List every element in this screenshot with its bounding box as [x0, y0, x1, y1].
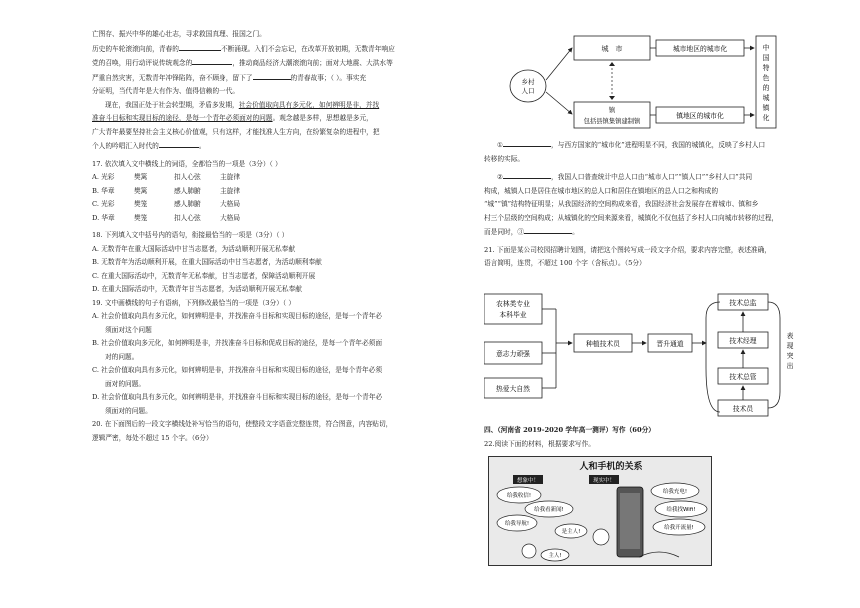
rural-label-2: 人口: [521, 87, 535, 95]
blank-1: [503, 138, 551, 147]
text-line: 而是同时，③ 。: [484, 225, 810, 240]
q17-option-c: C. 光彩 樊笼 感人肺腑 大格局: [92, 200, 241, 208]
town-urbanization-label: 镇地区的城市化: [676, 112, 724, 120]
q19-option-a: A. 社会价值取向具有多元化，如何辨明是非，并找准奋斗目标和实现目标的途径，是每一个青年必: [92, 312, 382, 320]
town-sublabel: 包括县镇集镇建制镇: [583, 118, 641, 125]
cartoon-image: [488, 456, 712, 566]
speech-text: 给我找Wifi!: [666, 507, 696, 513]
side-char: 出: [786, 362, 794, 370]
right-column-text: [484, 138, 810, 271]
question-20-cont: 逻辑严密，每处不超过 15 个字。（6分）: [92, 433, 213, 442]
speech-text: 给我看新闻!: [534, 507, 564, 513]
imagination-label: 想象中！: [516, 478, 540, 484]
q19-option-d-cont: 须面对的问题。: [105, 406, 152, 415]
speech-text: 给我充电!: [662, 489, 688, 495]
section-heading: 四、（河南省 2019-2020 学年高一测评）写作（60分）: [484, 426, 655, 434]
question-19: 19. 文中画横线的句子有语病，下列修改最恰当的一项是（3分）（ ）: [92, 298, 296, 307]
requirement-degree-2: 本科毕业: [499, 311, 527, 319]
town-label: 镇: [608, 106, 616, 114]
text-line: 分证明，当代青年是大有作为、值得信赖的一代。: [92, 87, 240, 95]
level-director: 技术总监: [729, 299, 757, 307]
cartoon-drawing: [489, 457, 711, 565]
blank-3: [524, 225, 572, 234]
rural-population-node: [510, 70, 546, 102]
city-label: 城 市: [601, 45, 623, 53]
q19-option-c: C. 社会价值取向具有多元化，如何辨明是非，并找准奋斗目标和实现目标的途径，是每个青年必须: [92, 366, 383, 374]
vertical-char: 化: [762, 114, 770, 122]
urbanization-diagram: [508, 30, 780, 134]
q18-option-d: D. 在重大国际活动中，无数青年甘当志愿者，为活动顺利开展无私奉献: [92, 285, 302, 293]
text-line: 村三个层级的空间构成；从城镇化的空间来源来看，城镇化不仅包括了乡村人口向城市转移的过程，: [484, 213, 779, 222]
person-head: [593, 529, 609, 545]
section-four: [484, 424, 810, 451]
speech-text: 给我收信!: [506, 493, 532, 499]
text-line: 准奋斗目标和实现目标的途径，是每一个青年必须面对的问题。观念越是多样，思想越是多元，: [92, 114, 373, 122]
text-line: “城”“镇”结构特征明显；从我国经济的空间构成来看，我国经济社会发展存在着城市、镇和乡: [484, 200, 759, 208]
blank-4: [159, 139, 199, 148]
person-head: [522, 544, 536, 558]
text-line: 党的召唤，用行动评说传统观念的 ，推动商品经济大潮滚滚向前；面对大地震、大洪水等: [92, 56, 422, 71]
underlined-sentence: 准奋斗目标和实现目标的途径，是每一个青年必须面对的问题: [92, 114, 273, 122]
requirement-degree-1: 农林类专业: [496, 300, 530, 308]
question-22: 22.阅读下面的材料，根据要求写作。: [484, 439, 595, 448]
level-technician: 技术员: [732, 405, 754, 413]
q17-option-b: B. 华章 樊篱 感人肺腑 主旋律: [92, 186, 241, 195]
blank-2: [192, 56, 232, 65]
vertical-char: 城: [762, 94, 770, 102]
question-17: 17. 依次填入文中横线上的词语，全都恰当的一项是（3分）（ ）: [92, 159, 282, 168]
speech-text: 给我开流量!: [664, 525, 694, 531]
left-column: [92, 28, 422, 445]
rural-label-1: 乡村: [521, 78, 535, 86]
q18-option-c: C. 在重大国际活动中，无数青年无私奉献，甘当志愿者，保障活动顺利开展: [92, 271, 316, 280]
side-char: 突: [786, 352, 794, 360]
promotion-label: 晋升通道: [656, 340, 684, 348]
reality-label: 现实中！: [592, 478, 616, 484]
speech-text: 是主人!: [561, 529, 581, 535]
recruitment-diagram: [484, 288, 810, 420]
speech-text: 给我导航!: [504, 521, 530, 527]
q17-option-a: A. 光彩 樊篱 扣人心弦 主旋律: [92, 173, 241, 181]
q18-option-b: B. 无数青年为活动顺利开展，在重大国际活动中甘当志愿者，为活动顺利奉献: [92, 258, 322, 266]
question-21: 21. 下面是某公司校园招聘计划图，请把这个图转写成一段文字介绍，要求内容完整，表述准确，: [484, 245, 771, 254]
vertical-char: 的: [762, 84, 770, 92]
vertical-char: 镇: [762, 104, 770, 112]
side-char: 现: [786, 342, 794, 350]
q19-option-a-cont: 须面对这个问题: [105, 325, 152, 334]
vertical-char: 国: [762, 54, 770, 62]
q19-option-d: D. 社会价值取向具有多元化，如何辨明是非，并找准奋斗目标和实现目标的途径，是每一个青年必: [92, 393, 383, 401]
planting-technician-label: 种植技术员: [586, 340, 620, 348]
side-char: 表: [786, 332, 794, 340]
requirement-nature: 热爱大自然: [496, 385, 530, 393]
q17-option-d: D. 华章 樊笼 扣人心弦 大格局: [92, 213, 241, 222]
text-line: 转移的实际。: [484, 154, 525, 163]
vertical-char: 色: [762, 74, 770, 82]
text-line: 历史的车轮滚滚向前，青春的 不断涌现。入们不会忘记，在改革开放初期，无数青年响应: [92, 42, 422, 57]
text-line: ① ，与西方国家的“城市化”进程明显不同，我国的城镇化，反映了乡村人口: [484, 138, 810, 153]
text-line: 亡图存、振兴中华的雄心壮志，寻求救国真理、报国之门。: [92, 30, 266, 38]
q19-option-b: B. 社会价值取向多元化，如何辨明是非，并找准奋斗目标和促成目标的途径，是每一个青年必须面: [92, 339, 383, 347]
q19-option-c-cont: 面对的问题。: [105, 379, 146, 388]
text-line: 广大青年最要坚持社会主义核心价值观，只有这样，才能找准人生方向，在纷繁复杂的进程中，把: [92, 127, 380, 136]
requirement-will: 意志力顽强: [496, 350, 530, 358]
cartoon-title: 人和手机的关系: [579, 462, 643, 472]
text-line: 现在，我国正处于社会转型期，矛盾多发期，社会价值取向具有多元化，如何辨明是非，并找: [105, 100, 380, 109]
question-20: 20. 在下面图后的一段文字横线处补写恰当的语句，使整段文字语意完整连贯，符合图意，内容贴切，: [92, 420, 393, 428]
blank-1: [179, 42, 221, 51]
level-manager: 技术经理: [729, 337, 757, 345]
text-line: 个人的吟唱汇入时代的 。: [92, 139, 422, 154]
q19-option-b-cont: 对的问题。: [105, 352, 139, 361]
question-18: 18. 下列填入文中括号内的语句，衔接最恰当的一项是（3分）（ ）: [92, 231, 289, 239]
underlined-sentence: 社会价值取向具有多元化，如何辨明是非，并找: [238, 100, 380, 109]
text-line: ② ，我国人口普查统计中总人口由“城市人口”“镇人口”“乡村人口”共同: [484, 170, 810, 185]
text-line: 构成，城镇人口是居住在城市地区的总人口和居住在镇地区的总人口之和构成的: [484, 186, 719, 195]
vertical-char: 中: [762, 44, 770, 52]
blank-2: [503, 170, 551, 179]
level-supervisor: 技术总管: [729, 373, 757, 381]
vertical-char: 特: [762, 64, 770, 72]
text-line: 严重自然灾害，无数青年冲锋陷阵，奋不顾身，留下了 的青春故事；（ ）。事实充: [92, 71, 422, 86]
requirement-box-degree: [484, 294, 542, 324]
speech-text: 主人!: [548, 553, 562, 559]
q18-option-a: A. 无数青年在重大国际活动中甘当志愿者，为活动顺利开展无私奉献: [92, 244, 296, 253]
blank-3: [253, 71, 291, 80]
question-21-cont: 语言简明，连贯，不超过 100 个字（含标点）。（5分）: [484, 259, 646, 267]
city-urbanization-label: 城市地区的城市化: [672, 45, 728, 53]
